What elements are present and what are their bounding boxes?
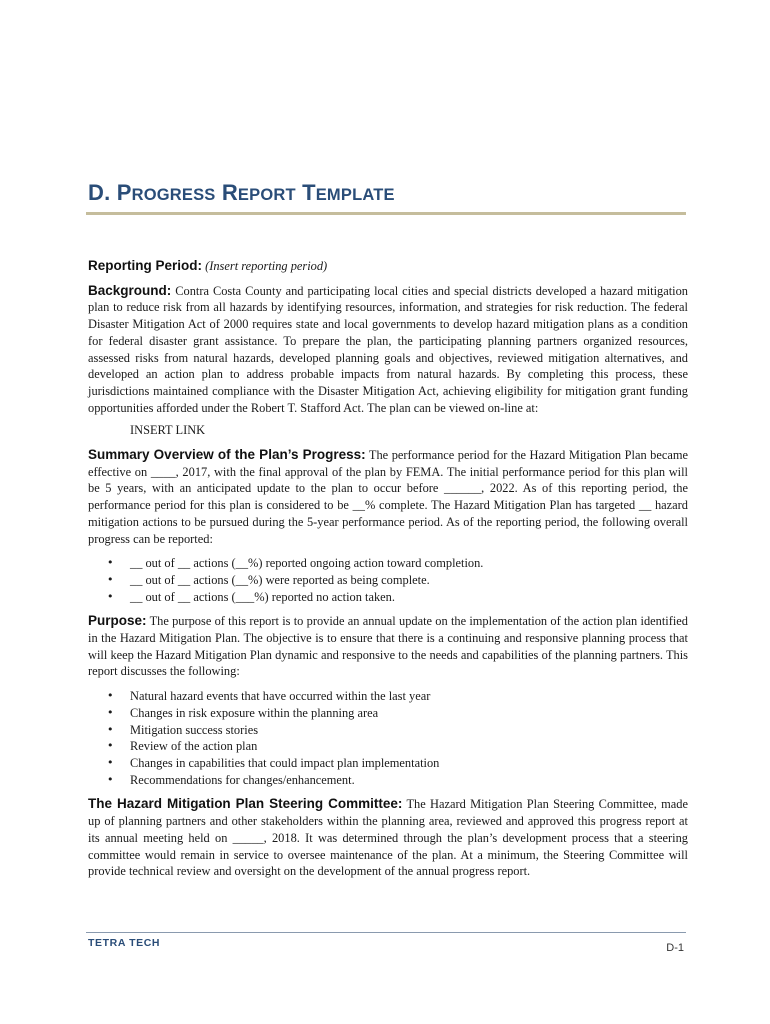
title-part: R	[215, 180, 238, 205]
footer-divider	[86, 932, 686, 933]
background-section	[88, 283, 688, 417]
purpose-label: Purpose:	[88, 613, 147, 629]
title-divider	[86, 212, 686, 215]
committee-text: The Hazard Mitigation Plan Steering Committee, made up of planning partners and other stakeholders within the planning area, reviewed and approved this progress report at its annual meeting held on _____, 2018. It was determined through the plan’s development process that a steering committee would remain in service to oversee maintenance of the plan. At a minimum, the Steering Committee will provide technical review and oversight on the development of the annual progress report.	[88, 797, 688, 879]
list-item: • Review of the action plan	[88, 738, 688, 755]
summary-text: The performance period for the Hazard Mitigation Plan became effective on ____, 2017, with the final approval of the plan by FEMA. The initial performance period for this plan will be 5 years, with an anticipated update to the plan to occur before ______, 2022. As of this reporting period, the performance period for this plan is considered to be __% complete. The Hazard Mitigation Plan has targeted __ hazard mitigation actions to be pursued during the 5-year performance period. As of the reporting period, the following overall progress can be reported:	[88, 448, 688, 546]
report-body	[88, 258, 688, 880]
list-item: • Changes in risk exposure within the planning area	[88, 705, 688, 722]
insert-link-placeholder: INSERT LINK	[130, 423, 206, 438]
title-part: ROGRESS	[131, 186, 216, 204]
title-part: T	[295, 180, 316, 205]
purpose-text: The purpose of this report is to provide an annual update on the implementation of the action plan identified in the Hazard Mitigation Plan. The objective is to ensure that there is a continuing and responsive planning process that will keep the Hazard Mitigation Plan dynamic and responsive to the needs and capabilities of the planning partners. This report discusses the following:	[88, 614, 689, 679]
list-item: • Mitigation success stories	[88, 722, 688, 739]
list-item: • Recommendations for changes/enhancement.	[88, 772, 688, 789]
reporting-period-section	[88, 258, 688, 275]
list-item: • Natural hazard events that have occurred within the last year	[88, 688, 688, 705]
list-item: • __ out of __ actions (___%) reported no action taken.	[88, 589, 688, 606]
summary-section	[88, 447, 688, 547]
committee-section	[88, 796, 688, 880]
tetra-tech-logo: TETRA TECH	[88, 937, 161, 949]
title-part: EPORT	[237, 186, 296, 204]
reporting-period-label: Reporting Period:	[88, 258, 202, 273]
progress-bullet-list	[88, 555, 688, 605]
title-part: D. P	[88, 180, 132, 205]
background-text: Contra Costa County and participating local cities and special districts developed a hazard mitigation plan to reduce risk from all hazards by identifying resources, information, and strategies for risk reduction. The federal Disaster Mitigation Act of 2000 requires state and local governments to develop hazard mitigation plans as a condition for federal disaster grant assistance. To prepare the plan, the participating planning partners organized resources, assessed risks from natural hazards, developed planning goals and objectives, reviewed mitigation alternatives, and developed an action plan to address probable impacts from natural hazards. By completing this process, these jurisdictions maintained compliance with the Disaster Mitigation Act, achieving eligibility for mitigation grant funding opportunities afforded under the Robert T. Stafford Act. The plan can be viewed on-line at:	[88, 283, 688, 415]
summary-label: Summary Overview of the Plan’s Progress:	[88, 447, 366, 463]
purpose-bullet-list	[88, 688, 688, 788]
list-item: • __ out of __ actions (__%) reported ongoing action toward completion.	[88, 555, 688, 572]
reporting-period-value: (Insert reporting period)	[205, 259, 328, 273]
committee-label: The Hazard Mitigation Plan Steering Committee:	[88, 796, 403, 812]
purpose-section	[88, 613, 688, 680]
background-label: Background:	[88, 282, 172, 298]
page-number: D-1	[666, 942, 684, 954]
title-part: EMPLATE	[315, 186, 395, 204]
list-item: • __ out of __ actions (__%) were reported as being complete.	[88, 572, 688, 589]
list-item: • Changes in capabilities that could impact plan implementation	[88, 755, 688, 772]
page-title	[88, 180, 395, 206]
